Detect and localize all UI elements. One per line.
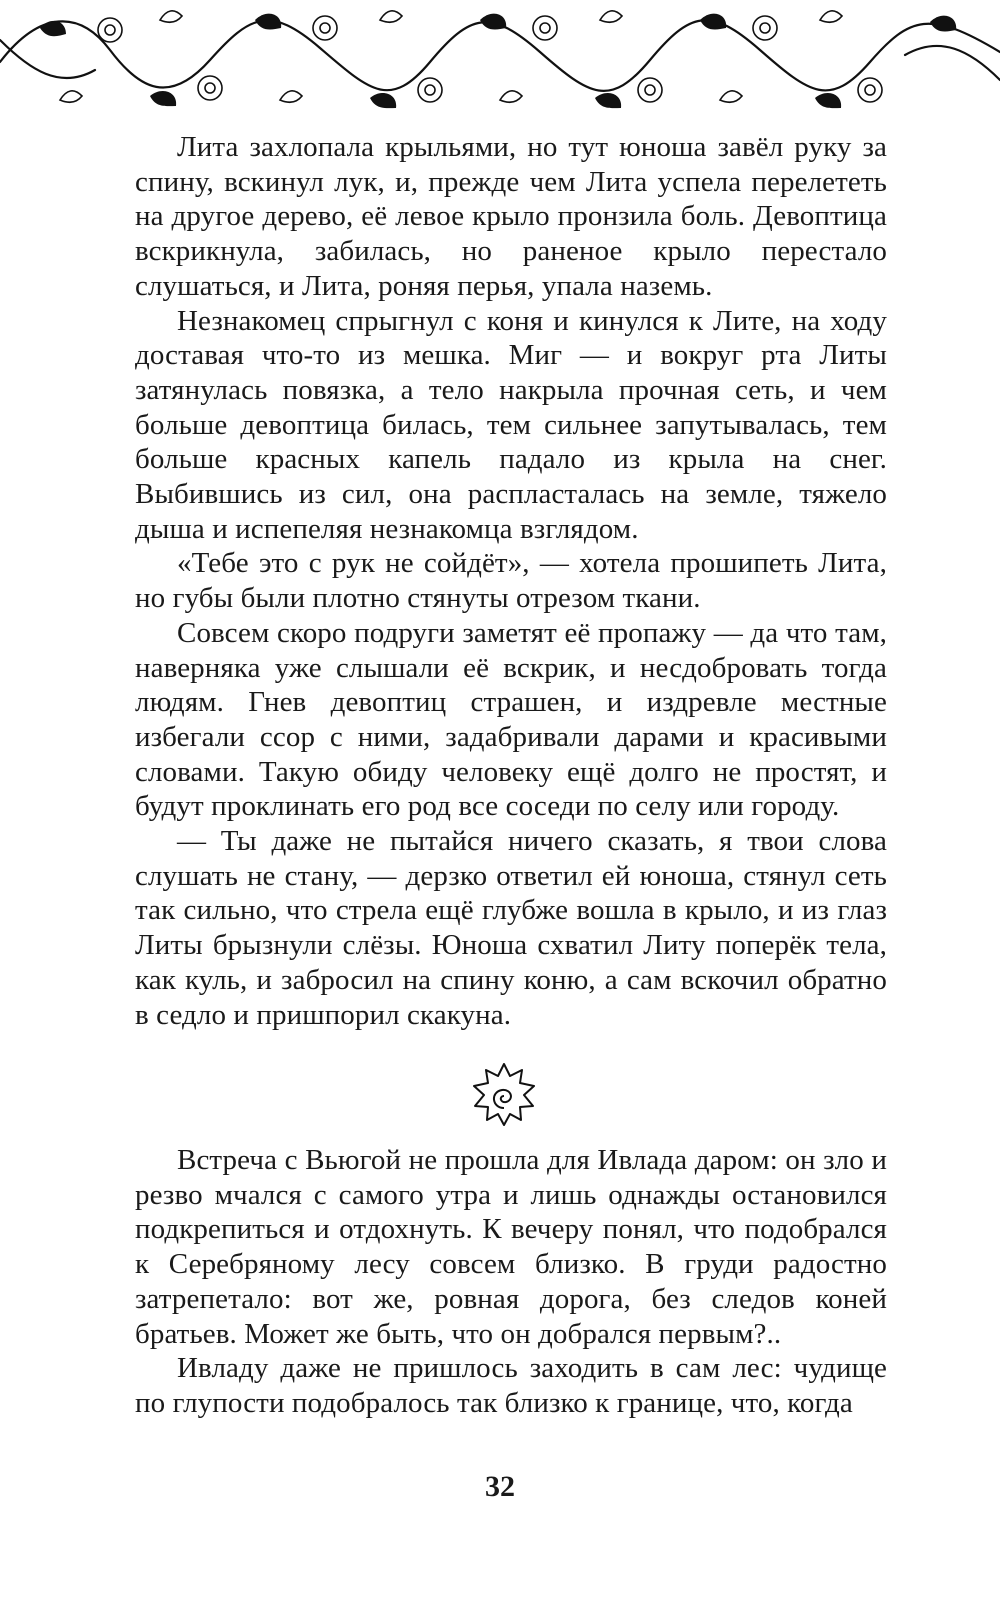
body-text-section-2 — [135, 1143, 887, 1421]
sun-spiral-icon — [472, 1062, 536, 1126]
paragraph: Незнакомец спрыгнул с коня и кинулся к Лите, на ходу доставая что-то из мешка. Миг — и вокруг рта Литы затянулась повязка, а тело накрыла прочная сеть, и чем больше девоптица билась, тем сильнее запутывалась, тем больше красных капель падало из крыла на снег. Выбившись из сил, она распласталась на земле, тяжело дыша и испепеляя незнакомца взглядом. — [135, 304, 887, 545]
paragraph: Ивладу даже не пришлось заходить в сам лес: чудище по глупости подобралось так близко к границе, что, когда — [135, 1352, 887, 1419]
paragraph: Встреча с Вьюгой не прошла для Ивлада даром: он зло и резво мчался с самого утра и лишь однажды остановился подкрепиться и отдохнуть. К вечеру понял, что подобрался к Серебряному лесу совсем близко. В груди радостно затрепетало: вот же, ровная дорога, без следов коней братьев. Может же быть, что он добрался первым?.. — [135, 1144, 887, 1350]
page-number: 32 — [485, 1470, 515, 1503]
floral-vine-ornament-icon — [0, 0, 1000, 122]
body-text-section-1 — [135, 130, 887, 1032]
paragraph: Лита захлопала крыльями, но тут юноша завёл руку за спину, вскинул лук, и, прежде чем Лита успела перелететь на другое дерево, её левое крыло пронзила боль. Девоптица вскрикнула, забилась, но раненое крыло перестало слушаться, и Лита, роняя перья, упала наземь. — [135, 131, 887, 302]
paragraph: «Тебе это с рук не сойдёт», — хотела прошипеть Лита, но губы были плотно стянуты отрезом ткани. — [135, 547, 887, 615]
paragraph: — Ты даже не пытайся ничего сказать, я твои слова слушать не стану, — дерзко ответил ей юноша, стянул сеть так сильно, что стрела ещё глубже вошла в крыло, и из глаз Литы брызнули слёзы. Юноша схватил Литу поперёк тела, как куль, и забросил на спину коню, а сам вскочил обратно в седло и пришпорил скакуна. — [135, 825, 887, 1031]
paragraph: Совсем скоро подруги заметят её пропажу — да что там, наверняка уже слышали её вскрик, и несдобровать тогда людям. Гнев девоптиц страшен, и издревле местные избегали ссор с ними, задабривали дарами и красивыми словами. Такую обиду человеку ещё долго не простят, и будут проклинать его род все соседи по селу или городу. — [135, 616, 887, 823]
